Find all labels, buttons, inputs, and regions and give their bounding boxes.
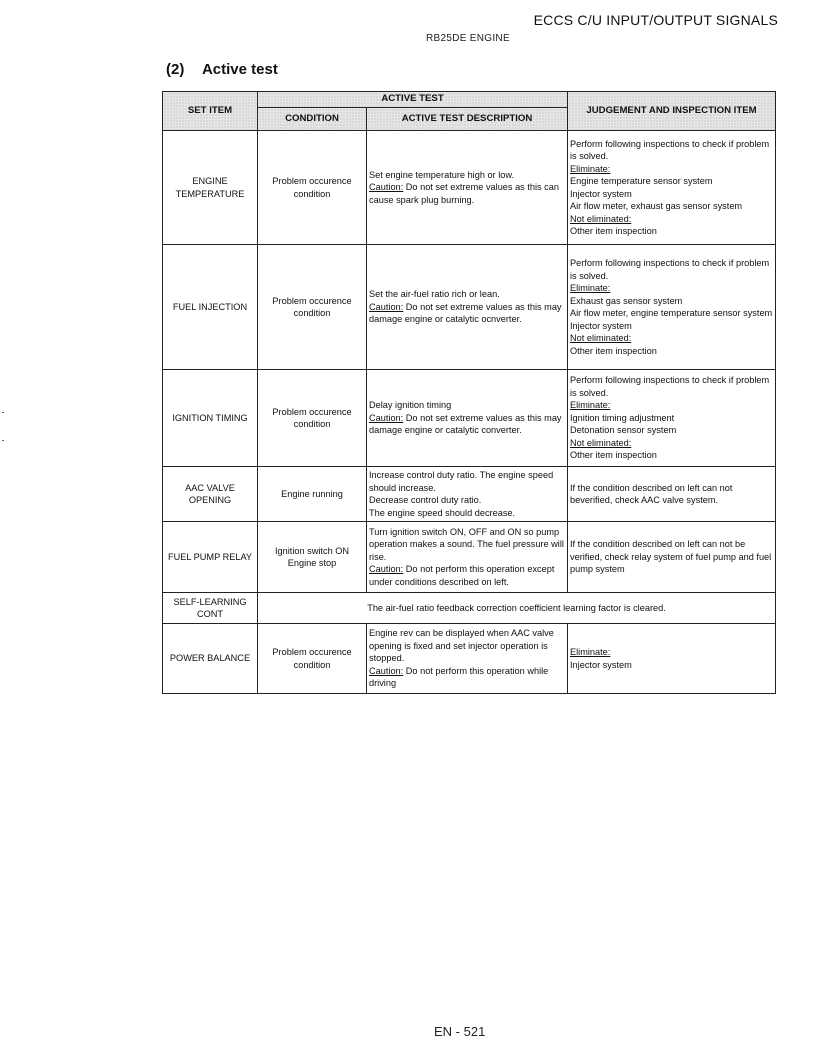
engine-label: RB25DE ENGINE (426, 33, 510, 44)
condition-cell: Ignition switch ON Engine stop (258, 522, 367, 593)
judgement-line: Exhaust gas sensor system (570, 295, 683, 306)
judgement-heading: Eliminate: (570, 647, 611, 657)
description-cell (367, 624, 568, 694)
table-row (163, 245, 776, 370)
merged-description-cell: The air-fuel ratio feedback correction coefficient learning factor is cleared. (258, 593, 776, 624)
scan-mark (2, 440, 4, 441)
description-line (369, 301, 565, 326)
caution-label: Caution: (369, 412, 404, 423)
description-line: Delay ignition timing (369, 400, 452, 411)
caution-text: Do not set extreme values as this can cause spark plug burning. (369, 182, 559, 205)
judgement-line: If the condition described on left can not be verified, check relay system of fuel pump and fuel pump system (570, 539, 772, 575)
set-item-cell: POWER BALANCE (163, 624, 258, 694)
judgement-cell (568, 131, 776, 245)
description-line: Decrease control duty ratio. (369, 495, 482, 505)
set-item-cell: ENGINE TEMPERATURE (163, 131, 258, 245)
judgement-cell (568, 624, 776, 694)
description-line: Increase control duty ratio. The engine speed should increase. (369, 470, 554, 493)
description-cell (367, 370, 568, 467)
description-cell (367, 131, 568, 245)
judgement-line: Other item inspection (570, 450, 657, 461)
judgement-heading: Eliminate: (570, 163, 611, 174)
judgement-cell (568, 370, 776, 467)
caution-text: Do not set extreme values as this may damage engine or catalytic converter. (369, 412, 562, 436)
description-line (369, 665, 565, 690)
judgement-line: Perform following inspections to check if problem is solved. (570, 138, 770, 161)
set-item-cell: FUEL PUMP RELAY (163, 522, 258, 593)
judgement-cell (568, 245, 776, 370)
caution-label: Caution: (369, 665, 404, 676)
caution-text: Do not perform this operation while driving (369, 665, 549, 689)
judgement-line: Injector system (570, 320, 632, 331)
table-row (163, 131, 776, 245)
description-line (369, 563, 565, 588)
page-number: EN - 521 (434, 1024, 486, 1039)
caution-label: Caution: (369, 301, 404, 312)
judgement-heading: Eliminate: (570, 283, 611, 293)
judgement-cell (568, 467, 776, 522)
header-description: ACTIVE TEST DESCRIPTION (367, 108, 568, 131)
judgement-line: Injector system (570, 659, 632, 670)
judgement-line: Other item inspection (570, 226, 657, 236)
judgement-line: Ignition timing adjustment (570, 412, 675, 423)
caution-label: Caution: (369, 182, 404, 193)
judgement-line: Injector system (570, 188, 632, 199)
table-row (163, 370, 776, 467)
table-row (163, 624, 776, 694)
judgement-cell (568, 522, 776, 593)
caution-text: Do not set extreme values as this may damage engine or catalytic ocnverter. (369, 301, 562, 325)
description-line: The engine speed should decrease. (369, 507, 516, 518)
table-row (163, 593, 776, 624)
description-line: Set engine temperature high or low. (369, 169, 515, 180)
condition-cell: Problem occurence condition (258, 370, 367, 467)
caution-label: Caution: (369, 564, 404, 575)
description-cell (367, 467, 568, 522)
judgement-line: Perform following inspections to check if problem is solved. (570, 375, 770, 398)
set-item-cell: SELF-LEARNING CONT (163, 593, 258, 624)
description-line: Set the air-fuel ratio rich or lean. (369, 289, 500, 300)
judgement-line: Air flow meter, engine temperature sensor system (570, 308, 773, 318)
description-line (369, 181, 565, 206)
condition-cell: Problem occurence condition (258, 245, 367, 370)
judgement-line: Engine temperature sensor system (570, 176, 713, 186)
judgement-heading: Not eliminated: (570, 213, 632, 224)
active-test-table (162, 91, 776, 694)
judgement-line: Detonation sensor system (570, 425, 677, 436)
set-item-cell: AAC VALVE OPENING (163, 467, 258, 522)
judgement-line: If the condition described on left can not beverified, check AAC valve system. (570, 482, 733, 505)
description-cell (367, 522, 568, 593)
description-line: Turn ignition switch ON, OFF and ON so pump operation makes a sound. The fuel pressure will rise. (369, 526, 564, 562)
description-line (369, 412, 565, 437)
header-set-item: SET ITEM (163, 92, 258, 131)
page-header-title: ECCS C/U INPUT/OUTPUT SIGNALS (533, 12, 778, 28)
header-active-test: ACTIVE TEST (258, 92, 568, 108)
table-row (163, 467, 776, 522)
description-line: Engine rev can be displayed when AAC valve opening is fixed and set injector operation is stopped. (369, 628, 554, 664)
scan-mark (2, 412, 4, 413)
set-item-cell: IGNITION TIMING (163, 370, 258, 467)
judgement-heading: Not eliminated: (570, 437, 632, 448)
condition-cell: Problem occurence condition (258, 131, 367, 245)
table-row (163, 522, 776, 593)
description-cell (367, 245, 568, 370)
header-judgement: JUDGEMENT AND INSPECTION ITEM (568, 92, 776, 131)
judgement-line: Air flow meter, exhaust gas sensor system (570, 201, 743, 211)
condition-cell: Problem occurence condition (258, 624, 367, 694)
judgement-heading: Not eliminated: (570, 333, 632, 343)
table-body (163, 131, 776, 694)
set-item-cell: FUEL INJECTION (163, 245, 258, 370)
judgement-line: Other item inspection (570, 345, 657, 356)
section-number: (2) (166, 61, 185, 78)
judgement-heading: Eliminate: (570, 400, 611, 411)
header-condition: CONDITION (258, 108, 367, 131)
section-title (166, 61, 278, 78)
condition-cell: Engine running (258, 467, 367, 522)
judgement-line: Perform following inspections to check if problem is solved. (570, 258, 770, 281)
section-title-text: Active test (201, 61, 278, 78)
caution-text: Do not perform this operation except under conditions described on left. (369, 564, 555, 587)
